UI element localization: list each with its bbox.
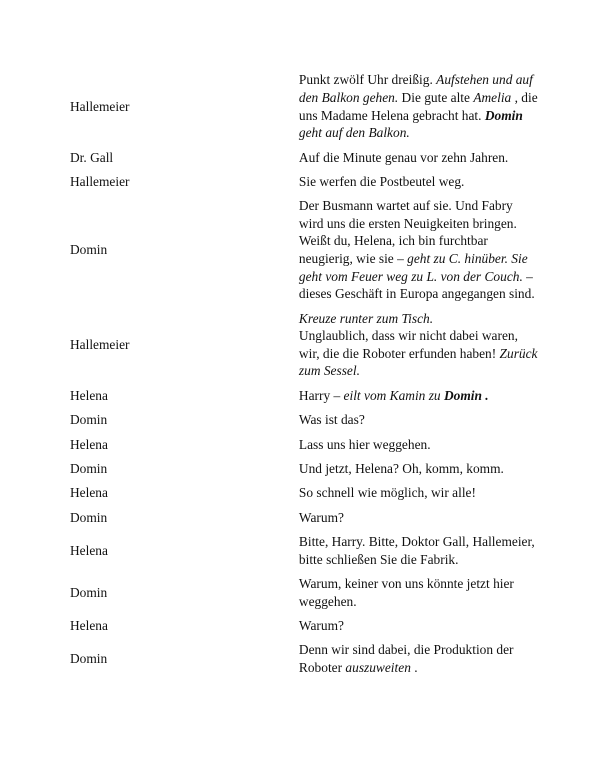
stage-direction-text: Aufstehen und auf den Balkon gehen.: [298, 72, 533, 105]
dialogue-line: [299, 432, 540, 456]
speaker-name: Domin: [70, 242, 108, 258]
dialogue-line: [299, 68, 540, 145]
dialogue-row: [70, 170, 540, 194]
dialogue-text: , die uns Madame Helena gebracht hat.: [298, 89, 538, 123]
dialogue-row: [70, 432, 540, 456]
dialogue-text: Lass uns hier weggehen.: [298, 436, 431, 452]
speaker-name: Domin: [70, 584, 108, 600]
dialogue-row: [70, 383, 540, 407]
dialogue-text: Unglaublich, dass wir nicht dabei waren, wir, die die Roboter erfunden haben!: [298, 328, 518, 361]
stage-direction-text: geht auf den Balkon.: [298, 125, 410, 141]
dialogue-text: Der Busmann wartet auf sie. Und Fabry wird uns die ersten Neuigkeiten bringen. Weißt du, Helena, ich bin furchtbar neugierig, wie sie –: [298, 198, 517, 267]
speaker-name: Helena: [70, 617, 108, 633]
dialogue-text: – dieses Geschäft in Europa angegangen sind.: [298, 268, 535, 302]
dialogue-row: [70, 638, 540, 680]
dialogue-text: Punkt zwölf Uhr dreißig.: [298, 72, 437, 88]
dialogue-row: [70, 614, 540, 638]
dialogue-line: [299, 194, 540, 306]
dialogue-row: [70, 306, 540, 383]
speaker-name: Domin: [70, 460, 108, 476]
dialogue-text: Denn wir sind dabei, die Produktion der Roboter: [298, 642, 514, 675]
dialogue-line: [299, 383, 540, 407]
stage-direction-text: Kreuze runter zum Tisch.: [298, 310, 434, 326]
dialogue-row: [70, 408, 540, 432]
dialogue-text: Warum?: [298, 617, 344, 633]
speaker-name: Helena: [70, 436, 108, 452]
dialogue-row: [70, 572, 540, 614]
dialogue-text: Was ist das?: [298, 412, 365, 428]
dialogue-text: Und jetzt, Helena? Oh, komm, komm.: [298, 460, 504, 476]
speaker-name: Hallemeier: [70, 173, 130, 189]
dialogue-text: Warum?: [298, 509, 344, 525]
speaker-name: Helena: [70, 542, 108, 558]
dialogue-table: [70, 68, 540, 680]
dialogue-text: Sie werfen die Postbeutel weg.: [298, 173, 465, 189]
speaker-name: Domin: [70, 412, 108, 428]
dialogue-text: Warum, keiner von uns könnte jetzt hier weggehen.: [298, 576, 514, 609]
speaker-name: Dr. Gall: [70, 149, 114, 165]
speaker-name: Helena: [70, 387, 108, 403]
speaker-name: Helena: [70, 485, 108, 501]
speaker-name: Domin: [70, 509, 108, 525]
dialogue-line: [299, 481, 540, 505]
stage-direction-text: eilt vom Kamin zu: [343, 387, 444, 403]
dialogue-line: [299, 408, 540, 432]
dialogue-row: [70, 145, 540, 169]
dialogue-line: [299, 505, 540, 529]
dialogue-line: [299, 530, 540, 572]
stage-direction-text: Amelia: [473, 89, 512, 105]
dialogue-text: Harry –: [298, 387, 344, 403]
dialogue-line: [299, 572, 540, 614]
dialogue-row: [70, 505, 540, 529]
speaker-name: Hallemeier: [70, 98, 130, 114]
dialogue-text: Die gute alte: [398, 89, 474, 105]
dialogue-row: [70, 457, 540, 481]
dialogue-row: [70, 194, 540, 306]
dialogue-text: Auf die Minute genau vor zehn Jahren.: [298, 149, 509, 165]
dialogue-text: .: [410, 659, 418, 675]
dialogue-text: Bitte, Harry. Bitte, Doktor Gall, Hallemeier, bitte schließen Sie die Fabrik.: [298, 534, 535, 567]
dialogue-line: [299, 614, 540, 638]
dialogue-line: [299, 145, 540, 169]
dialogue-line: [299, 170, 540, 194]
speaker-name: Hallemeier: [70, 337, 130, 353]
stage-direction-text: Domin: [484, 107, 523, 123]
dialogue-line: [299, 306, 540, 383]
dialogue-text: So schnell wie möglich, wir alle!: [298, 485, 476, 501]
dialogue-row: [70, 68, 540, 145]
dialogue-row: [70, 481, 540, 505]
stage-direction-text: auszuweiten: [345, 659, 411, 675]
speaker-name: Domin: [70, 651, 108, 667]
dialogue-line: [299, 457, 540, 481]
dialogue-line: [299, 638, 540, 680]
stage-direction-text: Zurück zum Sessel.: [298, 345, 538, 379]
dialogue-row: [70, 530, 540, 572]
dialogue-body: [70, 68, 540, 680]
stage-direction-text: Domin .: [443, 387, 489, 403]
stage-direction-text: geht zu C. hinüber. Sie geht vom Feuer weg zu L. von der Couch.: [298, 251, 528, 284]
